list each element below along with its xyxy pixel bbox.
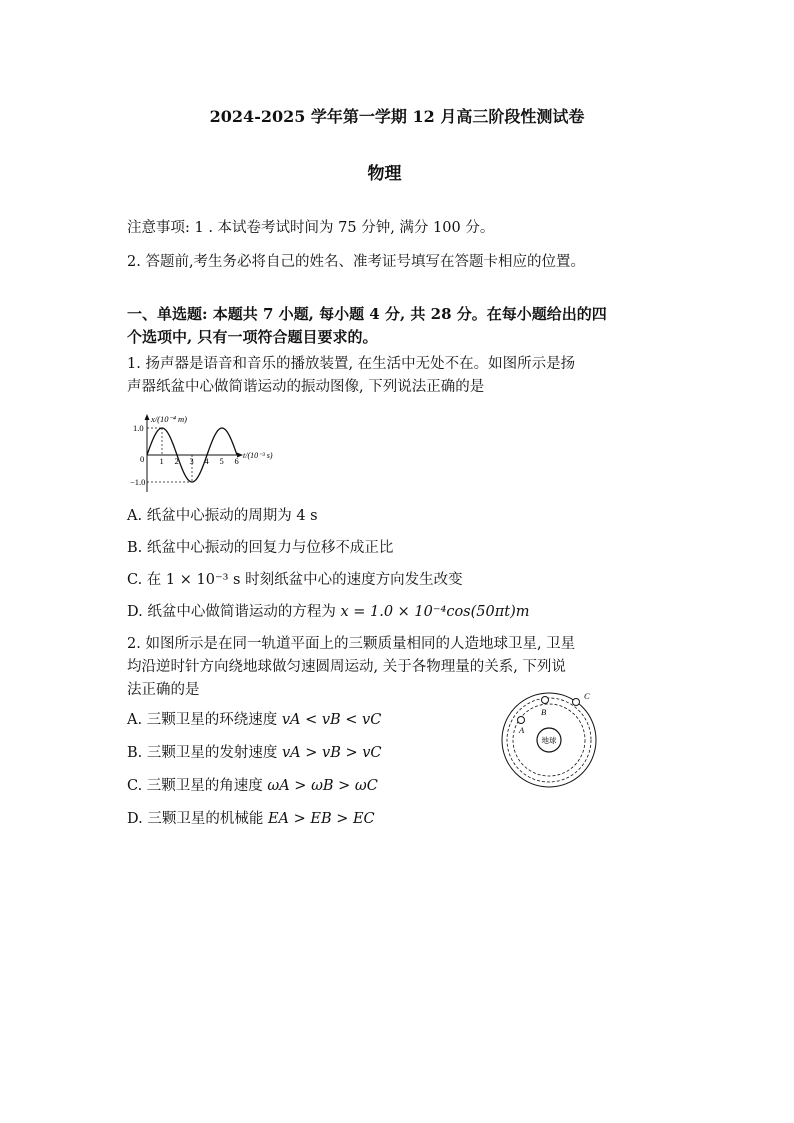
q2-option-a-math: vA < vB < vC	[281, 712, 382, 728]
q2-option-b-prefix: B. 三颗卫星的发射速度	[127, 745, 282, 761]
graph-y-neg-label: −1.0	[130, 477, 146, 487]
q2-option-d	[127, 810, 375, 830]
graph-y-arrow-icon	[145, 414, 150, 420]
q2-option-c	[127, 777, 378, 797]
graph-tick-2: 2	[174, 456, 179, 466]
q1-option-b: B. 纸盆中心振动的回复力与位移不成正比	[127, 540, 394, 556]
q2-orbit-diagram	[497, 688, 601, 792]
exam-title: 2024-2025 学年第一学期 12 月高三阶段性测试卷	[209, 107, 585, 126]
satellite-c-icon	[573, 699, 580, 706]
q1-option-a	[127, 507, 318, 527]
graph-tick-5: 5	[219, 456, 224, 466]
q2-option-a	[127, 711, 381, 731]
satellite-b-icon	[542, 697, 549, 704]
q2-stem-line-3: 法正确的是	[127, 682, 200, 698]
q2-option-a-prefix: A. 三颗卫星的环绕速度	[127, 712, 282, 728]
q1-option-c-prefix: C. 在	[127, 572, 166, 588]
q1-option-c-suffix: 时刻纸盆中心的速度方向发生改变	[240, 572, 463, 588]
q1-option-d-math: x = 1.0 × 10⁻⁴cos(50πt)m	[340, 604, 530, 620]
q1-stem-line-1: 1. 扬声器是语音和音乐的播放装置, 在生活中无处不在。如图所示是扬	[127, 356, 576, 372]
q1-vibration-graph	[125, 410, 285, 495]
graph-ylabel: x/(10⁻⁴ m)	[151, 414, 188, 424]
q2-option-d-math: EA > EB > EC	[267, 811, 375, 827]
satellite-b-label: B	[541, 707, 547, 717]
q2-option-d-prefix: D. 三颗卫星的机械能	[127, 811, 268, 827]
q1-stem-line-2: 声器纸盆中心做简谐运动的振动图像, 下列说法正确的是	[127, 379, 485, 395]
q2-option-b	[127, 744, 382, 764]
q2-stem-line-1: 2. 如图所示是在同一轨道平面上的三颗质量相同的人造地球卫星, 卫星	[127, 636, 576, 652]
q1-option-a-text: A. 纸盆中心振动的周期为	[127, 508, 297, 524]
q2-option-b-math: vA > vB > vC	[281, 745, 382, 761]
q1-option-c	[127, 571, 463, 591]
q2-stem-line-2: 均沿逆时针方向绕地球做匀速圆周运动, 关于各物理量的关系, 下列说	[127, 659, 566, 675]
graph-origin-label: 0	[140, 454, 145, 464]
q2-option-c-math: ωA > ωB > ωC	[267, 778, 378, 794]
satellite-c-label: C	[584, 691, 590, 701]
section-heading-line-1: 一、单选题: 本题共 7 小题, 每小题 4 分, 共 28 分。在每小题给出的四	[127, 305, 607, 323]
satellite-a-icon	[518, 717, 525, 724]
satellite-a-label: A	[519, 725, 525, 735]
graph-tick-6: 6	[234, 456, 239, 466]
graph-tick-4: 4	[204, 456, 209, 466]
q1-option-c-math: 1 × 10⁻³ s	[165, 572, 241, 588]
graph-tick-1: 1	[159, 456, 164, 466]
notes-line-1: 注意事项: 1 . 本试卷考试时间为 75 分钟, 满分 100 分。	[127, 220, 495, 236]
q1-option-a-value: 4 s	[296, 508, 318, 524]
earth-label: 地球	[541, 736, 557, 745]
q1-option-d	[127, 603, 530, 623]
subject-title: 物理	[367, 164, 402, 184]
q2-option-c-prefix: C. 三颗卫星的角速度	[127, 778, 268, 794]
section-heading-line-2: 个选项中, 只有一项符合题目要求的。	[127, 328, 378, 346]
graph-y-pos-label: 1.0	[133, 423, 144, 433]
notes-line-2: 2. 答题前,考生务必将自己的姓名、准考证号填写在答题卡相应的位置。	[127, 254, 586, 270]
graph-xlabel: t/(10⁻³ s)	[243, 451, 273, 460]
graph-tick-3: 3	[189, 456, 194, 466]
q1-option-d-prefix: D. 纸盆中心做简谐运动的方程为	[127, 604, 341, 620]
